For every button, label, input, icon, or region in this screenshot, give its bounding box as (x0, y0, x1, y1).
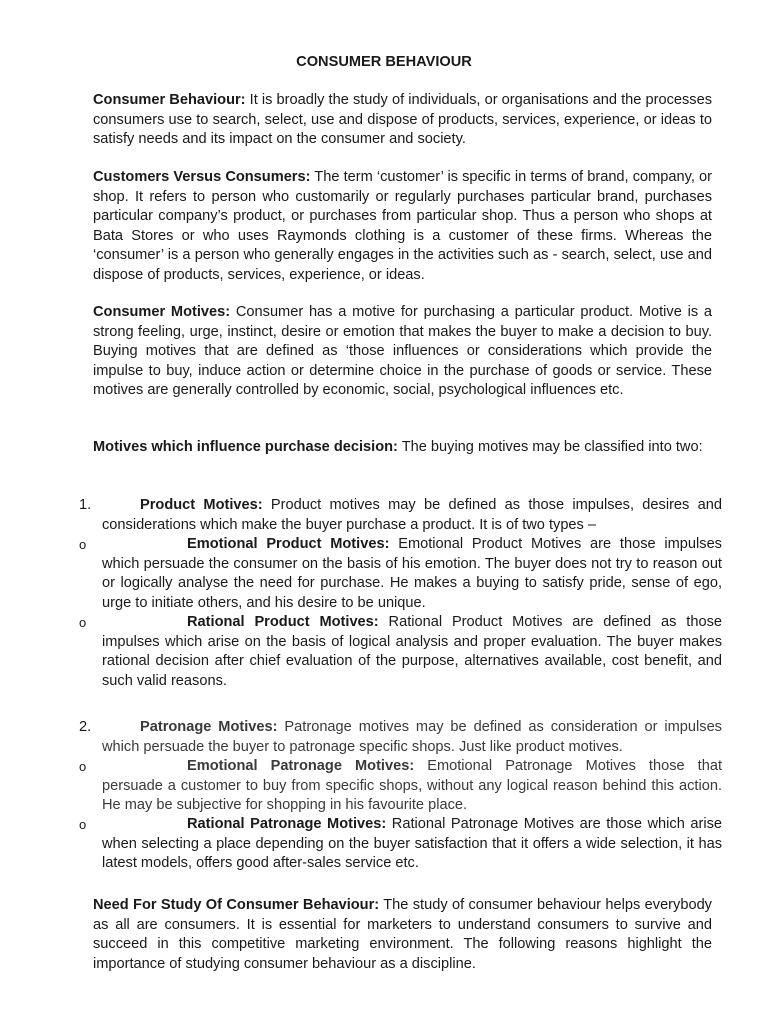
sub-item-emotional-product (102, 535, 722, 613)
sub-item-text: Emotional Product Motives are those impulses which persuade the consumer on the basis of his emotion. The buyer does not try to reason out or logically analyse the need for purchase. He makes a buying to satisfy pride, sense of ego, urge to initiate others, and his desire to be unique. (102, 536, 722, 611)
list-item-text: Patronage motives may be defined as consideration or impulses which persuade the buyer to patronage specific shops. Just like product motives. (102, 719, 722, 755)
sub-item-text: Emotional Patronage Motives those that persuade a customer to buy from specific shops, without any logical reason behind this action. He may be subjective for shopping in his favourite place. (102, 758, 722, 814)
paragraph-customers-vs-consumers (93, 168, 712, 286)
list-item-heading: Patronage Motives: (140, 719, 278, 735)
sub-item-heading: Emotional Product Motives: (187, 536, 390, 552)
paragraph-need-for-study (93, 896, 712, 974)
text-motives-influence: The buying motives may be classified into two: (397, 439, 703, 455)
bullet-marker: o (79, 537, 87, 552)
paragraph-definition (93, 91, 712, 150)
sub-item-heading: Emotional Patronage Motives: (187, 758, 415, 774)
list-number: 1. (79, 497, 92, 513)
sub-item-text: Rational Patronage Motives are those which arise when selecting a place depending on the buyer satisfaction that it offers a wide selection, it has latest models, offers good after-sales service etc. (102, 816, 722, 872)
sub-item-heading: Rational Product Motives: (187, 614, 379, 630)
paragraph-motives-influence (93, 438, 712, 458)
list-item-heading: Product Motives: (140, 497, 263, 513)
bullet-marker: o (79, 759, 87, 774)
sub-item-heading: Rational Patronage Motives: (187, 816, 387, 832)
heading-motives-influence: Motives which influence purchase decision: (93, 439, 398, 455)
sub-item-text: Rational Product Motives are defined as those impulses which arise on the basis of logical analysis and proper evaluation. The buyer makes rational decision after chief evaluation of the purpose, alternatives available, cost benefit, and such valid reasons. (102, 614, 722, 689)
heading-customers-vs-consumers: Customers Versus Consumers: (93, 169, 311, 185)
heading-need-for-study: Need For Study Of Consumer Behaviour: (93, 897, 380, 913)
list-number: 2. (79, 719, 92, 735)
text-customers-vs-consumers: The term ‘customer’ is specific in terms of brand, company, or shop. It refers to person who customarily or regularly purchases particular brand, purchases particular company’s product, or purchases from particular shop. Thus a person who shops at Bata Stores or who uses Raymonds clothing is a customer of these firms. Whereas the ‘consumer’ is a person who generally engages in the activities such as - search, select, use and dispose of products, services, experience, or ideas. (93, 169, 712, 283)
list-item-patronage-motives (102, 718, 722, 757)
heading-consumer-motives: Consumer Motives: (93, 304, 231, 320)
list-item-product-motives (102, 496, 722, 535)
sub-item-emotional-patronage (102, 757, 722, 816)
text-consumer-motives: Consumer has a motive for purchasing a particular product. Motive is a strong feeling, urge, instinct, desire or emotion that makes the buyer to make a decision to buy. Buying motives that are defined as ‘those influences or considerations which provide the impulse to buy, induce action or determine choice in the purchase of goods or service. These motives are generally controlled by economic, social, psychological influences etc. (93, 304, 712, 399)
bullet-marker: o (79, 817, 87, 832)
sub-item-rational-product (102, 613, 722, 691)
paragraph-consumer-motives (93, 303, 712, 401)
text-need-for-study: The study of consumer behaviour helps everybody as all are consumers. It is essential for marketers to understand consumers to survive and succeed in this competitive marketing environment. The following reasons highlight the importance of studying consumer behaviour as a discipline. (93, 897, 712, 972)
list-item-text: Product motives may be defined as those impulses, desires and considerations which make the buyer purchase a product. It is of two types – (102, 497, 722, 533)
heading-definition: Consumer Behaviour: (93, 92, 246, 108)
bullet-marker: o (79, 615, 87, 630)
page-title: CONSUMER BEHAVIOUR (296, 54, 472, 70)
text-definition: It is broadly the study of individuals, or organisations and the processes consumers use to search, select, use and dispose of products, services, experience, or ideas to satisfy needs and its impact on the consumer and society. (93, 92, 713, 148)
sub-item-rational-patronage (102, 815, 722, 874)
